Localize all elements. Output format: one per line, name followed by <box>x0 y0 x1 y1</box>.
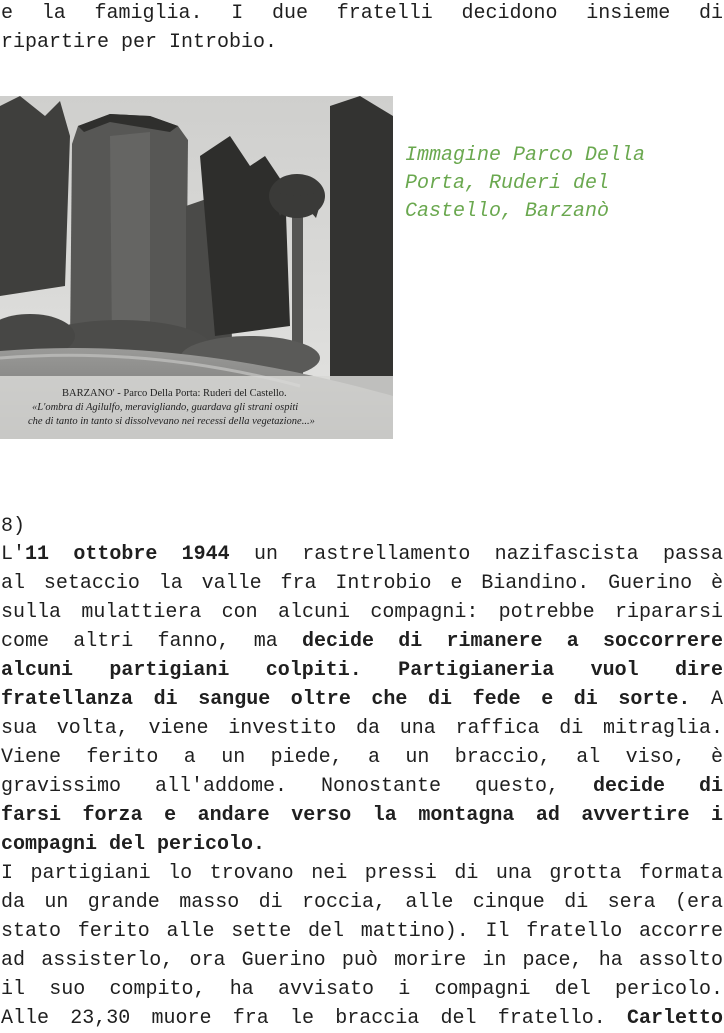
paragraph-line <box>1 657 723 685</box>
paragraph-line <box>1 686 723 714</box>
bold-text-run: decide di rimanere a soccorrere <box>302 630 724 653</box>
paragraph-line <box>1 744 723 772</box>
text-run: da un grande masso di roccia, alle cinque di sera (era <box>1 891 723 914</box>
paragraph-line <box>1 802 723 830</box>
text-run: un rastrellamento nazifascista passa <box>229 543 723 566</box>
bold-text-run: decide di <box>592 775 723 798</box>
paragraph-line <box>1 715 723 743</box>
bold-text-run: farsi forza e andare verso la montagna ad avvertire i <box>1 804 723 827</box>
photo-caption-line-1: BARZANO' - Parco Della Porta: Ruderi del Castello. <box>62 388 287 399</box>
text-run: gravissimo all'addome. Nonostante questo, <box>1 775 593 798</box>
paragraph-line <box>1 947 723 975</box>
paragraph-line <box>1 860 723 888</box>
castle-ruins-photo <box>0 96 393 439</box>
photo-caption-line-3: che di tanto in tanto si dissolvevano nei recessi della vegetazione...» <box>28 416 315 427</box>
text-run: il suo compito, ha avvisato i compagni del pericolo. <box>1 978 723 1001</box>
paragraph-line <box>1 773 723 801</box>
text-run: Alle 23,30 muore fra le braccia del fratello. <box>1 1007 627 1030</box>
paragraph-line <box>1 976 723 1004</box>
intro-line-2: ripartire per Introbio. <box>1 31 278 54</box>
paragraph-line <box>1 831 723 859</box>
section-number: 8) <box>1 515 26 538</box>
paragraph-line <box>1 628 723 656</box>
image-caption-line-3: Castello, Barzanò <box>405 200 610 223</box>
intro-line-1: e la famiglia. I due fratelli decidono insieme di <box>1 2 723 25</box>
text-run: A <box>690 688 723 711</box>
castle-ruins-illustration <box>0 96 393 439</box>
bold-text-run: fratellanza di sangue oltre che di fede e di sorte. <box>1 688 691 711</box>
text-run: al setaccio la valle fra Introbio e Biandino. Guerino è <box>1 572 723 595</box>
bold-text-run: compagni del pericolo. <box>1 833 266 856</box>
text-run: Viene ferito a un piede, a un braccio, al viso, è <box>1 746 723 769</box>
photo-caption-line-2: «L'ombra di Agilulfo, meravigliando, guardava gli strani ospiti <box>32 402 299 413</box>
image-caption <box>405 142 717 226</box>
paragraph-line <box>1 918 723 946</box>
paragraph-line <box>1 541 723 569</box>
bold-text-run: Carletto <box>626 1007 723 1030</box>
paragraph-line <box>1 570 723 598</box>
text-run: stato ferito alle sette del mattino). Il fratello accorre <box>1 920 723 943</box>
paragraph-line <box>1 1005 723 1033</box>
text-run: sulla mulattiera con alcuni compagni: potrebbe ripararsi <box>1 601 723 624</box>
bold-text-run: 11 ottobre 1944 <box>25 543 230 566</box>
image-caption-line-1: Immagine Parco Della <box>405 144 646 167</box>
text-run: I partigiani lo trovano nei pressi di una grotta formata <box>1 862 723 885</box>
paragraph-line <box>1 599 723 627</box>
bold-text-run: alcuni partigiani colpiti. Partigianeria vuol dire <box>1 659 723 682</box>
image-caption-line-2: Porta, Ruderi del <box>405 172 610 195</box>
text-run: L' <box>1 543 26 566</box>
text-run: sua volta, viene investito da una raffica di mitraglia. <box>1 717 723 740</box>
text-run: ad assisterlo, ora Guerino può morire in pace, ha assolto <box>1 949 723 972</box>
text-run: come altri fanno, ma <box>1 630 302 653</box>
paragraph-line <box>1 889 723 917</box>
